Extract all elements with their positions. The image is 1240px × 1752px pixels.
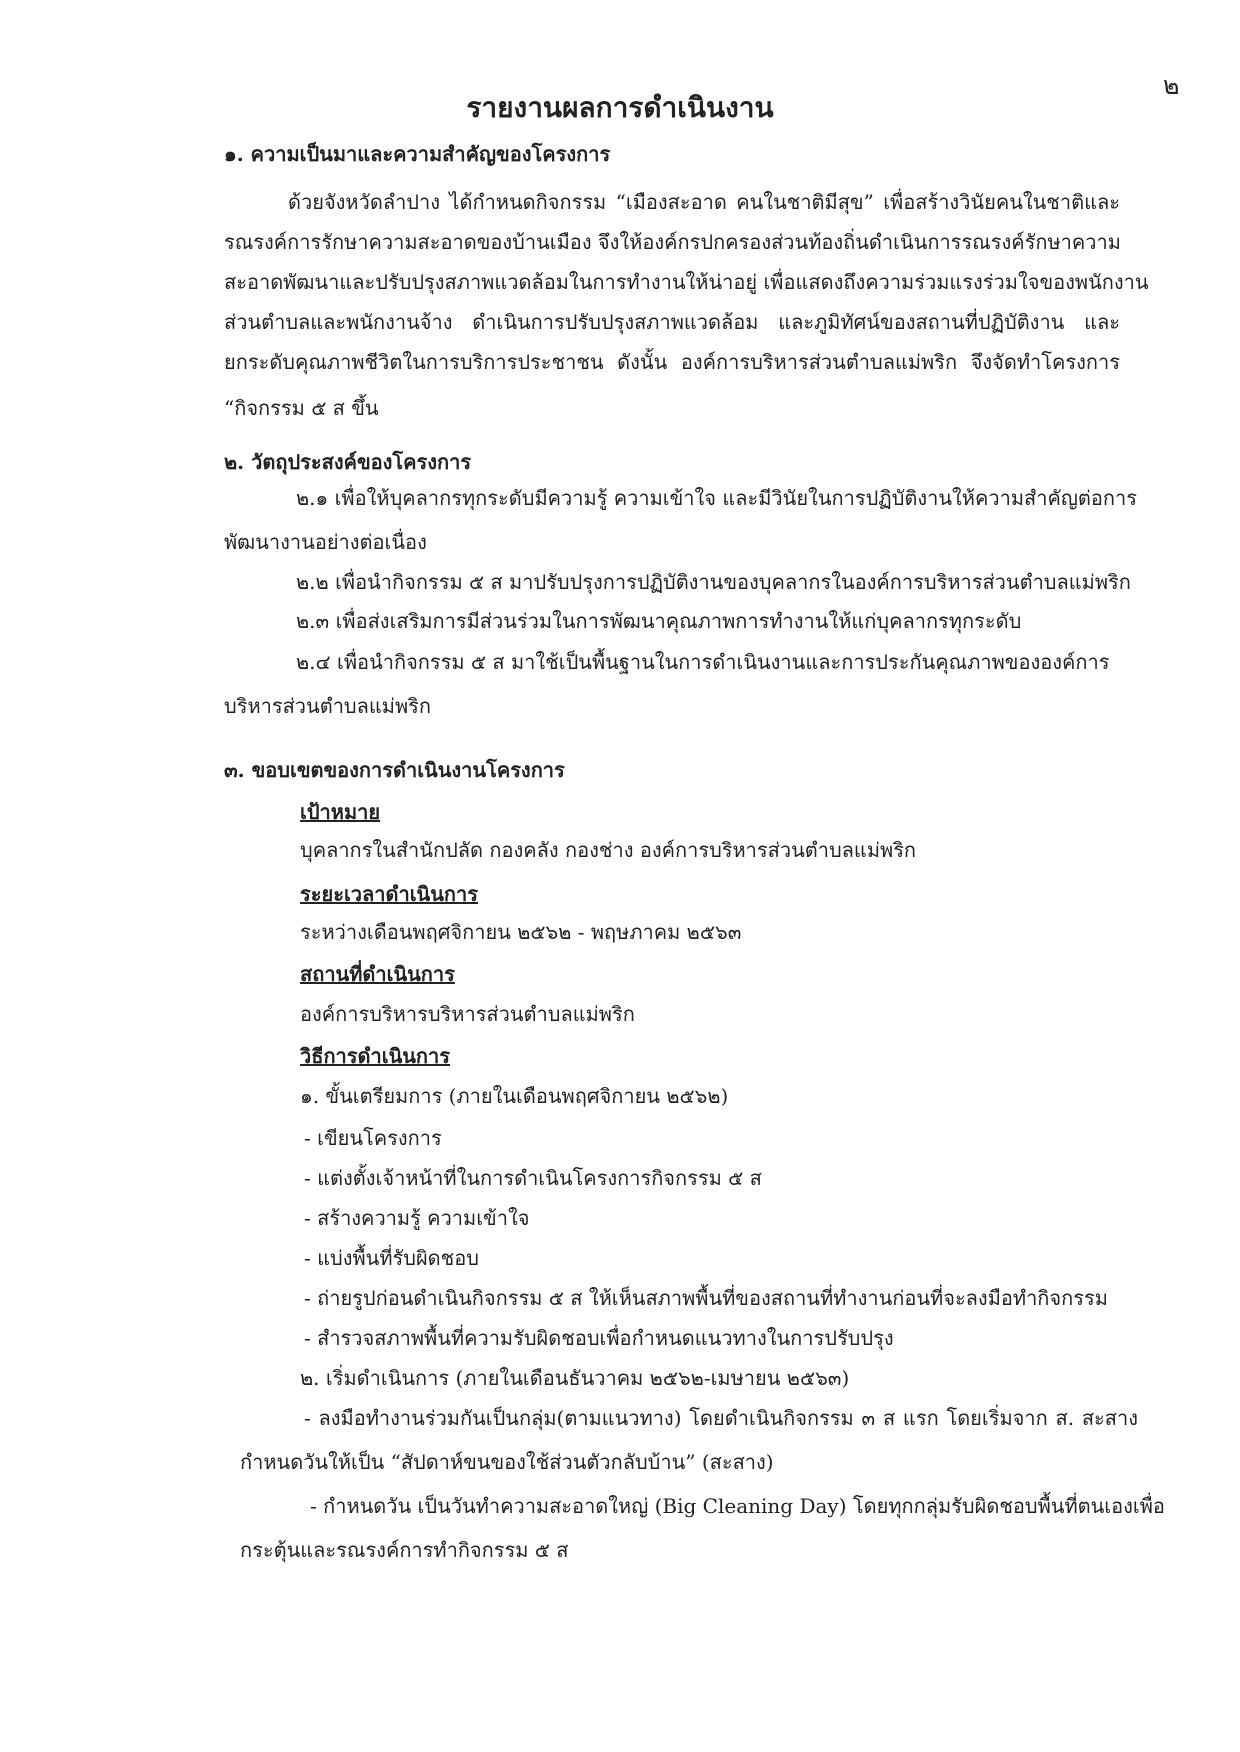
section-1-line-2: รณรงค์การรักษาความสะอาดของบ้านเมือง จึงให้องค์กรปกครองส่วนท้องถิ่นดำเนินการรณรงค์รักษาความ: [224, 230, 1121, 254]
section-1-heading: ๑. ความเป็นมาและความสำคัญของโครงการ: [224, 142, 611, 166]
method-item-photograph: - ถ่ายรูปก่อนดำเนินกิจกรรม ๕ ส ให้เห็นสภาพพื้นที่ของสถานที่ทำงานก่อนที่จะลงมือทำกิจกรรม: [304, 1286, 1108, 1310]
method-item-write-project: - เขียนโครงการ: [304, 1126, 442, 1150]
method-item-divide-area: - แบ่งพื้นที่รับผิดชอบ: [304, 1246, 479, 1270]
period-label: ระยะเวลาดำเนินการ: [300, 882, 478, 906]
place-label: สถานที่ดำเนินการ: [300, 962, 455, 986]
section-3-heading: ๓. ขอบเขตของการดำเนินงานโครงการ: [224, 758, 565, 782]
objective-2-4: ๒.๔ เพื่อนำกิจกรรม ๕ ส มาใช้เป็นพื้นฐานในการดำเนินงานและการประกันคุณภาพขององค์การ: [296, 650, 1110, 674]
method-item-group-work-cont: กำหนดวันให้เป็น “สัปดาห์ขนของใช้ส่วนตัวกลับบ้าน” (สะสาง): [240, 1450, 774, 1474]
objective-2-4-cont: บริหารส่วนตำบลแม่พริก: [224, 694, 431, 718]
place-text: องค์การบริหารบริหารส่วนตำบลแม่พริก: [300, 1002, 635, 1026]
section-1-line-4: ส่วนตำบลและพนักงานจ้าง ดำเนินการปรับปรุงสภาพแวดล้อม และภูมิทัศน์ของสถานที่ปฏิบัติงาน และ: [224, 310, 1120, 334]
method-item-appoint-staff: - แต่งตั้งเจ้าหน้าที่ในการดำเนินโครงการกิจกรรม ๕ ส: [304, 1166, 762, 1190]
method-item-big-cleaning: - กำหนดวัน เป็นวันทำความสะอาดใหญ่ (Big Cleaning Day) โดยทุกกลุ่มรับผิดชอบพื้นที่ตนเองเพื่อ: [310, 1494, 1165, 1518]
page-title: รายงานผลการดำเนินงาน: [466, 91, 774, 124]
section-1-line-6: “กิจกรรม ๕ ส ขึ้น: [224, 396, 379, 420]
method-step-2: ๒. เริ่มดำเนินการ (ภายในเดือนธันวาคม ๒๕๖๒-เมษายน ๒๕๖๓): [300, 1366, 850, 1390]
method-item-group-work: - ลงมือทำงานร่วมกันเป็นกลุ่ม(ตามแนวทาง) โดยดำเนินกิจกรรม ๓ ส แรก โดยเริ่มจาก ส. สะสาง: [304, 1406, 1138, 1430]
method-item-knowledge: - สร้างความรู้ ความเข้าใจ: [304, 1206, 530, 1230]
objective-2-1-cont: พัฒนางานอย่างต่อเนื่อง: [224, 530, 427, 554]
target-text: บุคลากรในสำนักปลัด กองคลัง กองช่าง องค์การบริหารส่วนตำบลแม่พริก: [300, 838, 917, 862]
objective-2-3: ๒.๓ เพื่อส่งเสริมการมีส่วนร่วมในการพัฒนาคุณภาพการทำงานให้แก่บุคลากรทุกระดับ: [296, 609, 1022, 633]
method-label: วิธีการดำเนินการ: [300, 1044, 450, 1068]
method-item-big-cleaning-cont: กระตุ้นและรณรงค์การทำกิจกรรม ๕ ส: [240, 1538, 569, 1562]
section-2-heading: ๒. วัตถุประสงค์ของโครงการ: [224, 450, 472, 474]
section-1-line-1: ด้วยจังหวัดลำปาง ได้กำหนดกิจกรรม “เมืองสะอาด คนในชาติมีสุข” เพื่อสร้างวินัยคนในชาติและ: [288, 190, 1120, 214]
method-step-1: ๑. ขั้นเตรียมการ (ภายในเดือนพฤศจิกายน ๒๕๖๒): [300, 1084, 729, 1108]
section-1-line-5: ยกระดับคุณภาพชีวิตในการบริการประชาชน ดังนั้น องค์การบริหารส่วนตำบลแม่พริก จึงจัดทำโครงการ: [224, 350, 1120, 374]
page-number: ๒: [1163, 71, 1180, 100]
objective-2-2: ๒.๒ เพื่อนำกิจกรรม ๕ ส มาปรับปรุงการปฏิบัติงานของบุคลากรในองค์การบริหารส่วนตำบลแม่พริก: [296, 570, 1131, 594]
target-label: เป้าหมาย: [300, 800, 381, 824]
objective-2-1: ๒.๑ เพื่อให้บุคลากรทุกระดับมีความรู้ ความเข้าใจ และมีวินัยในการปฏิบัติงานให้ความสำคัญต่อการ: [296, 486, 1137, 510]
section-1-line-3: สะอาดพัฒนาและปรับปรุงสภาพแวดล้อมในการทำงานให้น่าอยู่ เพื่อแสดงถึงความร่วมแรงร่วมใจของพนักงาน: [224, 270, 1149, 294]
method-item-survey: - สำรวจสภาพพื้นที่ความรับผิดชอบเพื่อกำหนดแนวทางในการปรับปรุง: [304, 1326, 894, 1350]
period-text: ระหว่างเดือนพฤศจิกายน ๒๕๖๒ - พฤษภาคม ๒๕๖๓: [300, 920, 742, 944]
